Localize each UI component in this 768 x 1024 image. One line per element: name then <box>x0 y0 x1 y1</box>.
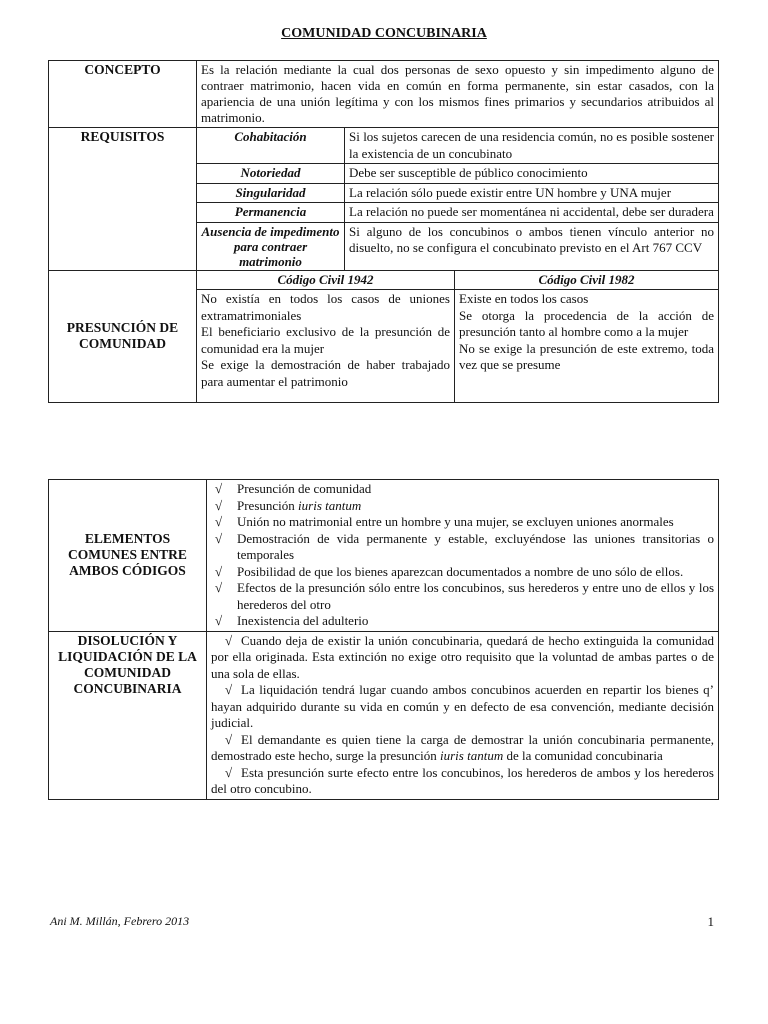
presuncion-label: PRESUNCIÓN DE COMUNIDAD <box>49 270 197 403</box>
requisito-name: Notoriedad <box>197 164 345 184</box>
check-icon: √ <box>225 764 233 780</box>
elementos-cell <box>207 480 719 632</box>
codigo-1942-header: Código Civil 1942 <box>197 270 455 290</box>
requisito-name: Permanencia <box>197 203 345 223</box>
disolucion-paragraph: √ El demandante es quien tiene la carga de demostrar la unión concubinaria permanente, demostrado este hecho, surge la presunción iuris tantum de la comunidad concubinaria <box>211 731 714 763</box>
requisito-name: Singularidad <box>197 183 345 203</box>
page-number: 1 <box>707 914 714 929</box>
comunidad-table <box>48 60 719 403</box>
requisito-desc: Si los sujetos carecen de una residencia común, no es posible sostener la existencia de un concubinato <box>345 128 719 164</box>
codigo-1982-line: Se otorga la procedencia de la acción de presunción tanto al hombre como a la mujer <box>459 307 714 339</box>
requisito-desc: Debe ser susceptible de público conocimiento <box>345 164 719 184</box>
elementos-row <box>49 480 719 632</box>
check-icon: √ <box>225 682 233 697</box>
requisito-name: Ausencia de impedimento para contraer matrimonio <box>197 222 345 270</box>
check-icon: √ <box>215 530 223 546</box>
check-icon: √ <box>215 481 223 496</box>
elemento-item: √ Presunción iuris tantum <box>215 497 362 513</box>
check-icon: √ <box>215 514 223 529</box>
elemento-item: √ Unión no matrimonial entre un hombre y una mujer, se excluyen uniones anormales <box>215 514 674 529</box>
requisito-desc: La relación sólo puede existir entre UN hombre y UNA mujer <box>345 183 719 203</box>
elemento-item: √ Efectos de la presunción sólo entre los concubinos, sus herederos y entre uno de ellos y los herederos del otro <box>215 580 714 612</box>
elemento-item: √ Presunción de comunidad <box>215 481 372 496</box>
requisito-desc: La relación no puede ser momentánea ni accidental, debe ser duradera <box>345 203 719 223</box>
elementos-table <box>48 479 719 800</box>
concepto-row <box>49 61 719 128</box>
requisito-row <box>49 128 719 164</box>
requisitos-label: REQUISITOS <box>49 128 197 271</box>
check-icon: √ <box>215 497 223 513</box>
codigo-1942-line: El beneficiario exclusivo de la presunción de comunidad era la mujer <box>201 324 450 356</box>
requisito-desc: Si alguno de los concubinos o ambos tienen vínculo anterior no disuelto, no se configura el concubinato previsto en el Art 767 CCV <box>345 222 719 270</box>
disolucion-label: DISOLUCIÓN Y LIQUIDACIÓN DE LA COMUNIDAD CONCUBINARIA <box>49 631 207 799</box>
disolucion-paragraph: √ La liquidación tendrá lugar cuando ambos concubinos acuerden en repartir los bienes q’ hayan adquirido durante su vida en común y en defecto de esa convención, mediante decisión judicial. <box>211 682 714 730</box>
elemento-item: √ Posibilidad de que los bienes aparezcan documentados a nombre de uno sólo de ellos. <box>215 563 684 579</box>
codigo-1942-line: No existía en todos los casos de uniones extramatrimoniales <box>201 291 450 323</box>
codigo-1942-line: Se exige la demostración de haber trabajado para aumentar el patrimonio <box>201 357 450 389</box>
requisito-name: Cohabitación <box>197 128 345 164</box>
concepto-text: Es la relación mediante la cual dos personas de sexo opuesto y sin impedimento alguno de contraer matrimonio, hacen vida en común en forma permanente, sin estar casados, con la apariencia de una unión legítima y con los mismos fines primarios y secundarios atribuidos al matrimonio. <box>197 61 719 128</box>
concepto-label: CONCEPTO <box>49 61 197 128</box>
codigo-1982-line: No se exige la presunción de este extremo, toda vez que se presume <box>459 340 714 372</box>
disolucion-paragraph: √ Esta presunción surte efecto entre los concubinos, los herederos de ambos y los herederos del otro concubino. <box>211 764 714 796</box>
footer-author: Ani M. Millán, Febrero 2013 <box>50 914 190 928</box>
codigo-1942-cell <box>197 290 455 403</box>
codigo-1982-cell <box>455 290 719 403</box>
elementos-label: ELEMENTOS COMUNES ENTRE AMBOS CÓDIGOS <box>49 480 207 632</box>
check-icon: √ <box>215 563 223 579</box>
elemento-item: √ Inexistencia del adulterio <box>215 613 369 628</box>
disolucion-cell <box>207 631 719 799</box>
codigo-1982-header: Código Civil 1982 <box>455 270 719 290</box>
elemento-item: √ Demostración de vida permanente y estable, excluyéndose las uniones transitorias o temporales <box>215 530 714 562</box>
check-icon: √ <box>215 580 223 595</box>
check-icon: √ <box>215 613 223 628</box>
presuncion-header-row <box>49 270 719 290</box>
codigo-1982-line: Existe en todos los casos <box>459 291 589 306</box>
check-icon: √ <box>225 632 233 648</box>
page-title: COMUNIDAD CONCUBINARIA <box>281 26 487 41</box>
disolucion-paragraph: √ Cuando deja de existir la unión concubinaria, quedará de hecho extinguida la comunidad por ella originada. Esta extinción no exige otro requisito que la voluntad de ambas partes o de una sola de ellas. <box>211 632 714 681</box>
check-icon: √ <box>225 731 233 747</box>
disolucion-row <box>49 631 719 799</box>
